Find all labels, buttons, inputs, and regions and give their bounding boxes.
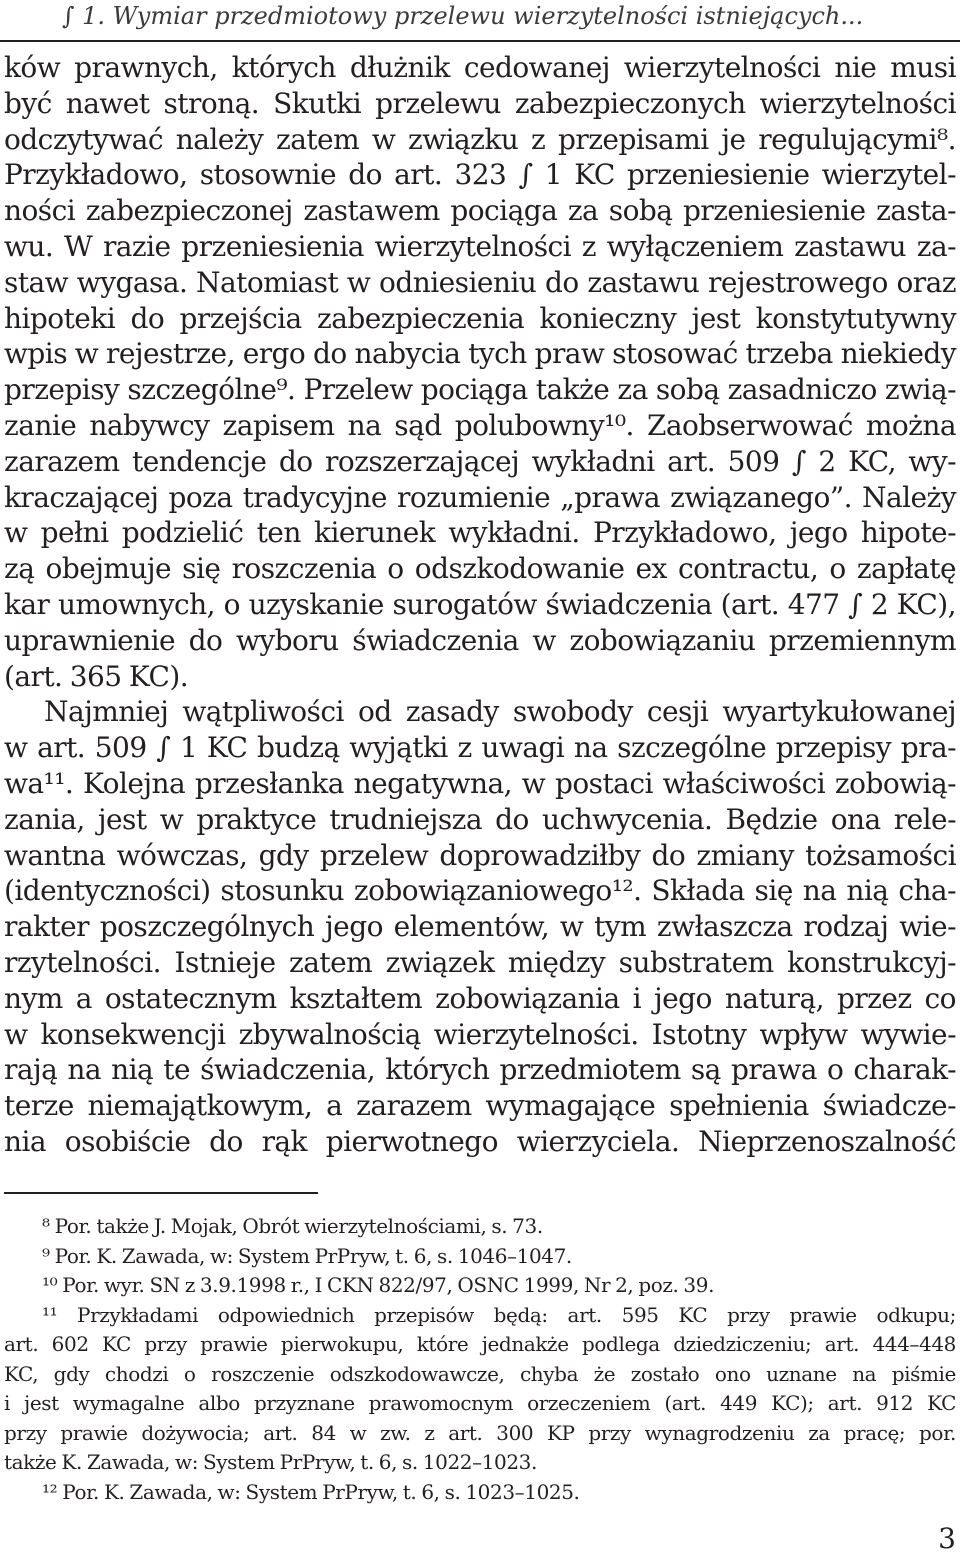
body-line: nia osobiście do rąk pierwotnego wierzyciela. Nieprzenoszalność	[4, 1124, 956, 1158]
body-line: odczytywać należy zatem w związku z przepisami je regulującymi⁸.	[4, 122, 956, 156]
body-line: wantna wówczas, gdy przelew doprowadziłby do zmiany tożsamości	[4, 838, 956, 872]
footnote-12: ¹² Por. K. Zawada, w: System PrPryw, t. 6, s. 1023–1025.	[42, 1479, 580, 1504]
body-line: zą obejmuje się roszczenia o odszkodowanie ex contractu, o zapłatę	[4, 552, 956, 586]
body-line: być nawet stroną. Skutki przelewu zabezpieczonych wierzytelności	[4, 86, 956, 120]
body-line: zanie nabywcy zapisem na sąd polubowny¹⁰. Zaobserwować można	[4, 408, 956, 442]
body-line: kraczającej poza tradycyjne rozumienie „prawa związanego”. Należy	[4, 480, 956, 514]
footnote-11-continued: KC, gdy chodzi o roszczenie odszkodowawcze, chyba że zostało ono uznane na piśmie	[4, 1361, 956, 1386]
body-line-paragraph-start: Najmniej wątpliwości od zasady swobody cesji wyartykułowanej	[44, 695, 956, 729]
body-line: rakter poszczególnych jego elementów, w tym zwłaszcza rodzaj wie-	[4, 910, 956, 944]
body-line: terze niemajątkowym, a zarazem wymagające spełnienia świadcze-	[4, 1089, 956, 1123]
body-line: (identyczności) stosunku zobowiązaniowego¹². Składa się na nią cha-	[4, 874, 956, 908]
body-line: zarazem tendencje do rozszerzającej wykładni art. 509 ∫ 2 KC, wy-	[4, 444, 956, 478]
body-line: w pełni podzielić ten kierunek wykładni. Przykładowo, jego hipote-	[4, 516, 956, 550]
body-line: ności zabezpieczonej zastawem pociąga za sobą przeniesienie zasta-	[4, 194, 956, 228]
body-line: (art. 365 KC).	[4, 659, 189, 693]
footnote-8: ⁸ Por. także J. Mojak, Obrót wierzytelnościami, s. 73.	[42, 1214, 543, 1238]
body-line: nym a ostatecznym kształtem zobowiązania i jego naturą, przez co	[4, 981, 956, 1015]
body-line: hipoteki do przejścia zabezpieczenia konieczny jest konstytutywny	[4, 301, 956, 335]
footnote-10: ¹⁰ Por. wyr. SN z 3.9.1998 r., I CKN 822/97, OSNC 1999, Nr 2, poz. 39.	[42, 1273, 715, 1297]
body-line: staw wygasa. Natomiast w odniesieniu do zastawu rejestrowego oraz	[4, 265, 956, 299]
page-number: 3	[938, 1522, 956, 1555]
footnote-11-continued: i jest wymagalne albo przyznane prawomocnym orzeczeniem (art. 449 KC); art. 912 KC	[4, 1391, 956, 1415]
footnote-11-continued: przy prawie dożywocia; art. 84 w zw. z art. 300 KP przy wynagrodzeniu za pracę; por.	[4, 1420, 956, 1445]
body-line: wu. W razie przeniesienia wierzytelności z wyłączeniem zastawu za-	[4, 229, 956, 263]
footnote-11-continued: art. 602 KC przy prawie pierwokupu, które jednakże podlega dziedziczeniu; art. 444–448	[4, 1332, 956, 1356]
main-text	[4, 50, 956, 1160]
body-line: w art. 509 ∫ 1 KC budzą wyjątki z uwagi na szczególne przepisy pra-	[4, 731, 956, 765]
body-line: w konsekwencji zbywalnością wierzytelności. Istotny wpływ wywie-	[4, 1017, 956, 1051]
footnote-11: ¹¹ Przykładami odpowiednich przepisów będą: art. 595 KC przy prawie odkupu;	[42, 1302, 956, 1327]
footnote-separator	[4, 1192, 318, 1194]
body-line: kar umownych, o uzyskanie surogatów świadczenia (art. 477 ∫ 2 KC),	[4, 587, 956, 621]
body-line: wa¹¹. Kolejna przesłanka negatywna, w postaci właściwości zobowią-	[4, 766, 956, 800]
body-line: przepisy szczególne⁹. Przelew pociąga także za sobą zasadniczo zwią-	[4, 373, 956, 407]
body-line: uprawnienie do wyboru świadczenia w zobowiązaniu przemiennym	[4, 623, 956, 657]
body-line: wpis w rejestrze, ergo do nabycia tych praw stosować trzeba niekiedy	[4, 337, 956, 371]
body-line: zania, jest w praktyce trudniejsza do uchwycenia. Będzie ona rele-	[4, 802, 956, 836]
header-rule	[0, 40, 960, 42]
body-line: Przykładowo, stosownie do art. 323 ∫ 1 KC przeniesienie wierzytel-	[4, 158, 956, 192]
body-line: rają na nią te świadczenia, których przedmiotem są prawa o charak-	[4, 1053, 956, 1087]
body-line: ków prawnych, których dłużnik cedowanej wierzytelności nie musi	[4, 51, 956, 84]
footnote-11-continued: także K. Zawada, w: System PrPryw, t. 6, s. 1022–1023.	[4, 1450, 537, 1474]
body-line: rzytelności. Istnieje zatem związek między substratem konstrukcyj-	[4, 945, 956, 979]
footnote-9: ⁹ Por. K. Zawada, w: System PrPryw, t. 6, s. 1046–1047.	[42, 1243, 572, 1268]
footnotes	[4, 1212, 956, 1507]
running-header: ∫ 1. Wymiar przedmiotowy przelewu wierzytelności istniejących...	[62, 2, 864, 30]
